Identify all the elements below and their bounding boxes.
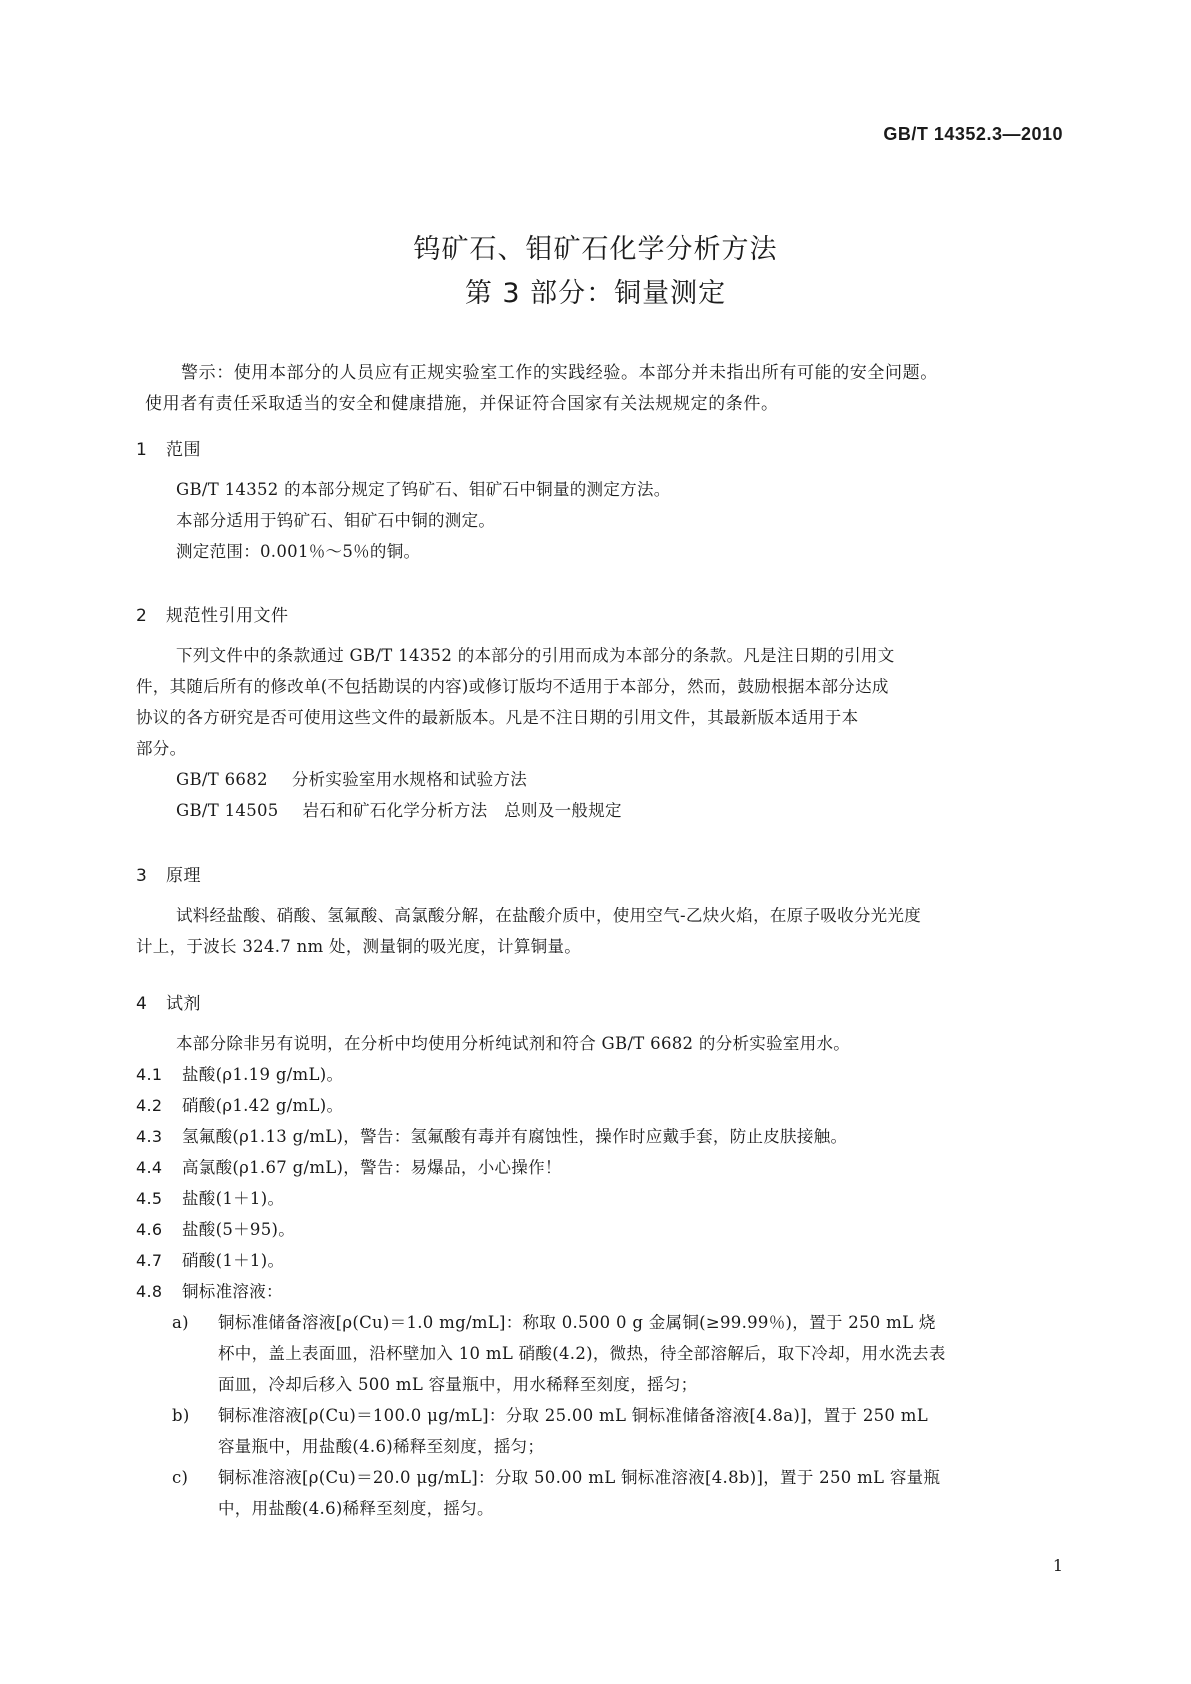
paragraph: 测定范围：0.001％～5％的铜。	[176, 542, 421, 561]
item-text: 硝酸(ρ1.42 g/mL)。	[182, 1096, 344, 1115]
reagent-item	[136, 1152, 1059, 1183]
title-line-1: 钨矿石、钼矿石化学分析方法	[413, 234, 778, 265]
subitem-line: 铜标准溶液[ρ(Cu)＝20.0 μg/mL]：分取 50.00 mL 铜标准溶液[4.8b)]，置于 250 mL 容量瓶	[218, 1468, 941, 1487]
reagent-item	[136, 1121, 1059, 1152]
reference-title: 分析实验室用水规格和试验方法	[291, 770, 528, 789]
paragraph: 本部分适用于钨矿石、钼矿石中铜的测定。	[176, 511, 496, 530]
section-heading	[136, 604, 1059, 628]
item-warning: 警告：易爆品，小心操作！	[360, 1158, 562, 1177]
reference-item	[136, 764, 1059, 795]
section-number: 1	[136, 440, 148, 460]
subitem-line: 中，用盐酸(4.6)稀释至刻度，摇匀。	[218, 1499, 494, 1518]
item-warning: 警告：氢氟酸有毒并有腐蚀性，操作时应戴手套，防止皮肤接触。	[360, 1127, 848, 1146]
section-reagents	[136, 992, 1059, 1524]
item-number: 4.3	[136, 1127, 163, 1146]
section-number: 4	[136, 994, 148, 1014]
paragraph-line: 协议的各方研究是否可使用这些文件的最新版本。凡是不注日期的引用文件，其最新版本适用于本	[136, 708, 859, 727]
reagent-item	[136, 1090, 1059, 1121]
item-text: 盐酸(5＋95)。	[182, 1220, 296, 1239]
standard-number: GB/T 14352.3—2010	[883, 124, 1063, 144]
item-text: 氢氟酸(ρ1.13 g/mL)，	[182, 1127, 361, 1146]
item-text: 盐酸(ρ1.19 g/mL)。	[182, 1065, 344, 1084]
subitem-line: 容量瓶中，用盐酸(4.6)稀释至刻度，摇匀；	[218, 1437, 545, 1456]
reference-code: GB/T 14505	[176, 801, 279, 820]
reference-code: GB/T 6682	[176, 770, 268, 789]
reference-item	[136, 795, 1059, 826]
subitem-label: c)	[172, 1468, 189, 1487]
paragraph-line: 下列文件中的条款通过 GB/T 14352 的本部分的引用而成为本部分的条款。凡是注日期的引用文	[176, 646, 895, 665]
section-scope	[136, 438, 1059, 567]
safety-warning	[145, 358, 1059, 420]
item-number: 4.2	[136, 1096, 163, 1115]
reagent-item	[136, 1183, 1059, 1214]
subitem-line: 面皿，冷却后移入 500 mL 容量瓶中，用水稀释至刻度，摇匀；	[218, 1375, 698, 1394]
section-heading	[136, 992, 1059, 1016]
reagent-item	[136, 1245, 1059, 1276]
section-title: 范围	[166, 440, 201, 460]
paragraph-line: 部分。	[136, 739, 187, 758]
subitem-a	[136, 1307, 1059, 1400]
section-title: 试剂	[166, 994, 201, 1014]
item-text: 铜标准溶液：	[182, 1282, 283, 1301]
paragraph: GB/T 14352 的本部分规定了钨矿石、钼矿石中铜量的测定方法。	[176, 480, 671, 499]
section-number: 2	[136, 606, 148, 626]
section-heading	[136, 864, 1059, 888]
paragraph-line: 试料经盐酸、硝酸、氢氟酸、高氯酸分解，在盐酸介质中，使用空气-乙炔火焰，在原子吸收分光光度	[176, 906, 922, 925]
item-text: 高氯酸(ρ1.67 g/mL)，	[182, 1158, 361, 1177]
subitem-line: 铜标准储备溶液[ρ(Cu)＝1.0 mg/mL]：称取 0.500 0 g 金属铜(≥99.99％)，置于 250 mL 烧	[218, 1313, 936, 1332]
warning-line-1: 警示：使用本部分的人员应有正规实验室工作的实践经验。本部分并未指出所有可能的安全问题。	[181, 363, 938, 383]
paragraph-line: 计上，于波长 324.7 nm 处，测量铜的吸光度，计算铜量。	[136, 937, 582, 956]
subitem-b	[136, 1400, 1059, 1462]
item-number: 4.7	[136, 1251, 163, 1270]
item-text: 硝酸(1＋1)。	[182, 1251, 285, 1270]
subitem-label: a)	[172, 1313, 189, 1332]
section-number: 3	[136, 866, 148, 886]
section-principle	[136, 864, 1059, 962]
reference-title: 岩石和矿石化学分析方法 总则及一般规定	[302, 801, 622, 820]
subitem-c	[136, 1462, 1059, 1524]
subitem-line: 杯中，盖上表面皿，沿杯壁加入 10 mL 硝酸(4.2)，微热，待全部溶解后，取下冷却，用水洗去表	[218, 1344, 946, 1363]
reagent-item	[136, 1059, 1059, 1090]
item-number: 4.4	[136, 1158, 163, 1177]
document-title	[0, 228, 1191, 316]
section-normative-references	[136, 604, 1059, 826]
subitem-label: b)	[172, 1406, 190, 1425]
item-number: 4.1	[136, 1065, 163, 1084]
section-title: 原理	[166, 866, 201, 886]
reagent-item	[136, 1276, 1059, 1307]
item-number: 4.5	[136, 1189, 163, 1208]
item-number: 4.8	[136, 1282, 163, 1301]
section-title: 规范性引用文件	[166, 606, 289, 626]
paragraph-line: 件，其随后所有的修改单(不包括勘误的内容)或修订版均不适用于本部分，然而，鼓励根据本部分达成	[136, 677, 889, 696]
section-heading	[136, 438, 1059, 462]
title-line-2: 第 3 部分：铜量测定	[464, 278, 727, 309]
page-number: 1	[1052, 1556, 1063, 1575]
item-text: 盐酸(1＋1)。	[182, 1189, 285, 1208]
reagent-item	[136, 1214, 1059, 1245]
paragraph: 本部分除非另有说明，在分析中均使用分析纯试剂和符合 GB/T 6682 的分析实验室用水。	[176, 1034, 851, 1053]
item-number: 4.6	[136, 1220, 163, 1239]
warning-line-2: 使用者有责任采取适当的安全和健康措施，并保证符合国家有关法规规定的条件。	[145, 394, 779, 414]
subitem-line: 铜标准溶液[ρ(Cu)＝100.0 μg/mL]：分取 25.00 mL 铜标准储备溶液[4.8a)]，置于 250 mL	[218, 1406, 928, 1425]
